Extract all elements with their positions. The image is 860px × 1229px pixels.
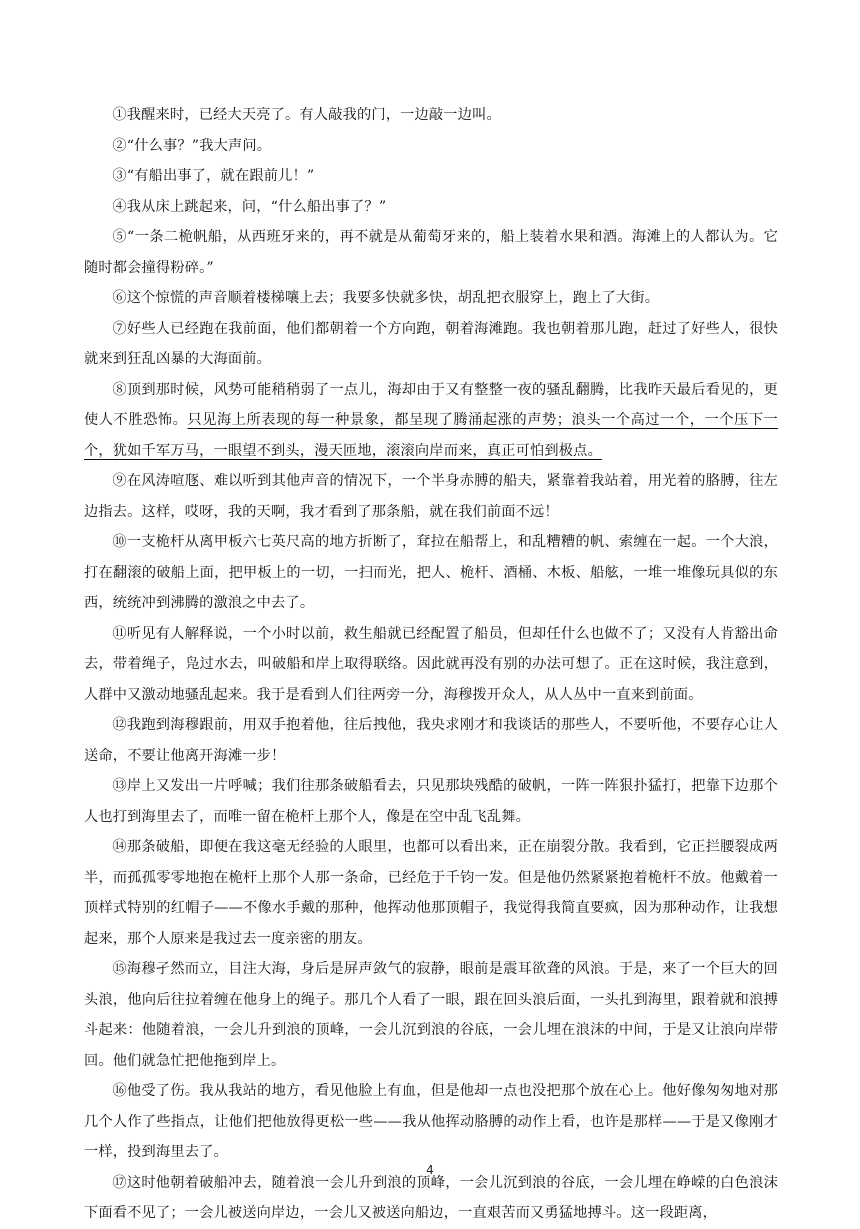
page-number: 4 <box>426 1163 434 1177</box>
paragraph-text: ⑭那条破船，即便在我这毫无经验的人眼里，也都可以看出来，正在崩裂分散。我看到，它正拦腰裂成两半，而孤孤零零地抱在桅杆上那个人那一条命，已经危于千钧一发。但是他仍然紧紧抱着桅杆不放。他戴着一顶样式特别的红帽子——不像水手戴的那种，他挥动他那顶帽子，我觉得我简直要疯，因为那种动作，让我想起来，那个人原来是我过去一度亲密的朋友。 <box>84 839 778 947</box>
paragraph-14 <box>84 832 778 954</box>
paragraph-text: ②“什么事？”我大声问。 <box>112 137 272 154</box>
paragraph-9 <box>84 466 778 527</box>
paragraph-text: ⑨在风涛喧豗、难以听到其他声音的情况下，一个半身赤膊的船夫，紧靠着我站着，用光着的胳膊，往左边指去。这样，哎呀，我的天啊，我才看到了那条船，就在我们前面不远！ <box>84 473 778 520</box>
paragraph-text: ④我从床上跳起来，问，“什么船出事了？” <box>112 198 387 215</box>
paragraph-10 <box>84 527 778 619</box>
paragraph-text: ⑧顶到那时候，风势可能稍稍弱了一点儿，海却由于又有整整一夜的骚乱翻腾，比我昨天最后看见的，更使人不胜恐怖。 <box>84 381 778 428</box>
paragraph-15 <box>84 954 778 1076</box>
paragraph-16 <box>84 1076 778 1168</box>
paragraph-2 <box>84 131 778 162</box>
underlined-sentence: 只见海上所表现的每一种景象，都呈现了腾涌起涨的声势；浪头一个高过一个，一个压下一个，犹如千军万马，一眼望不到头，漫天匝地，滚滚向岸而来，真正可怕到极点。 <box>84 412 778 459</box>
paragraph-text: ⑫我跑到海穆跟前，用双手抱着他，往后拽他，我央求刚才和我谈话的那些人，不要听他，不要存心让人送命，不要让他离开海滩一步！ <box>84 717 778 764</box>
paragraph-11 <box>84 619 778 711</box>
paragraph-text: ①我醒来时，已经大天亮了。有人敲我的门，一边敲一边叫。 <box>112 107 501 123</box>
paragraph-text: ⑮海穆孑然而立，目注大海，身后是屏声敛气的寂静，眼前是震耳欲聋的风浪。于是，来了一个巨大的回头浪，他向后往拉着缠在他身上的绳子。那几个人看了一眼，跟在回头浪后面，一头扎到海里，跟着就和浪搏斗起来：他随着浪，一会儿升到浪的顶峰，一会儿沉到浪的谷底，一会儿埋在浪沫的中间，于是又让浪向岸带回。他们就急忙把他拖到岸上。 <box>84 961 778 1069</box>
paragraph-1 <box>84 100 778 131</box>
paragraph-text: ⑩一支桅杆从离甲板六七英尺高的地方折断了，耷拉在船帮上，和乱糟糟的帆、索缠在一起。一个大浪，打在翻滚的破船上面，把甲板上的一切，一扫而光，把人、桅杆、酒桶、木板、船舷，一堆一堆像玩具似的东西，统统冲到沸腾的激浪之中去了。 <box>84 534 778 611</box>
paragraph-text: ⑪听见有人解释说，一个小时以前，救生船就已经配置了船员，但却任什么也做不了；又没有人肯豁出命去，带着绳子，凫过水去，叫破船和岸上取得联络。因此就再没有别的办法可想了。正在这时候，我注意到，人群中又激动地骚乱起来。我于是看到人们往两旁一分，海穆拨开众人，从人丛中一直来到前面。 <box>84 625 778 703</box>
paragraph-12 <box>84 710 778 771</box>
paragraph-text: ⑬岸上又发出一片呼喊；我们往那条破船看去，只见那块残酷的破帆，一阵一阵狠扑猛打，把靠下边那个人也打到海里去了，而唯一留在桅杆上那个人，像是在空中乱飞乱舞。 <box>84 778 778 825</box>
paragraph-text: ⑰这时他朝着破船冲去，随着浪一会儿升到浪的顶峰，一会儿沉到浪的谷底，一会儿埋在峥嵘的白色浪沫下面看不见了；一会儿被送向岸边，一会儿又被送向船边，一直艰苦而又勇猛地搏斗。这一段距离， <box>84 1174 778 1221</box>
paragraph-text: ⑦好些人已经跑在我前面，他们都朝着一个方向跑，朝着海滩跑。我也朝着那儿跑，赶过了好些人，很快就来到狂乱凶暴的大海面前。 <box>84 320 778 367</box>
paragraph-3 <box>84 161 778 192</box>
paragraph-7 <box>84 314 778 375</box>
paragraph-text: ⑤“一条二桅帆船，从西班牙来的，再不就是从葡萄牙来的，船上装着水果和酒。海滩上的人都认为。它随时都会撞得粉碎。” <box>84 229 778 276</box>
paragraph-text: ③“有船出事了，就在跟前儿！” <box>112 168 315 184</box>
article-body <box>84 100 778 1229</box>
paragraph-4 <box>84 192 778 223</box>
paragraph-text: ⑥这个惊慌的声音顺着楼梯嚷上去；我要多快就多快，胡乱把衣服穿上，跑上了大街。 <box>112 290 660 306</box>
paragraph-5 <box>84 222 778 283</box>
paragraph-text: ⑯他受了伤。我从我站的地方，看见他脸上有血，但是他却一点也没把那个放在心上。他好像匆匆地对那几个人作了些指点，让他们把他放得更松一些——我从他挥动胳膊的动作上看，也许是那样——于是又像刚才一样，投到海里去了。 <box>84 1083 778 1160</box>
paragraph-13 <box>84 771 778 832</box>
paragraph-8 <box>84 375 778 467</box>
paragraph-6 <box>84 283 778 314</box>
